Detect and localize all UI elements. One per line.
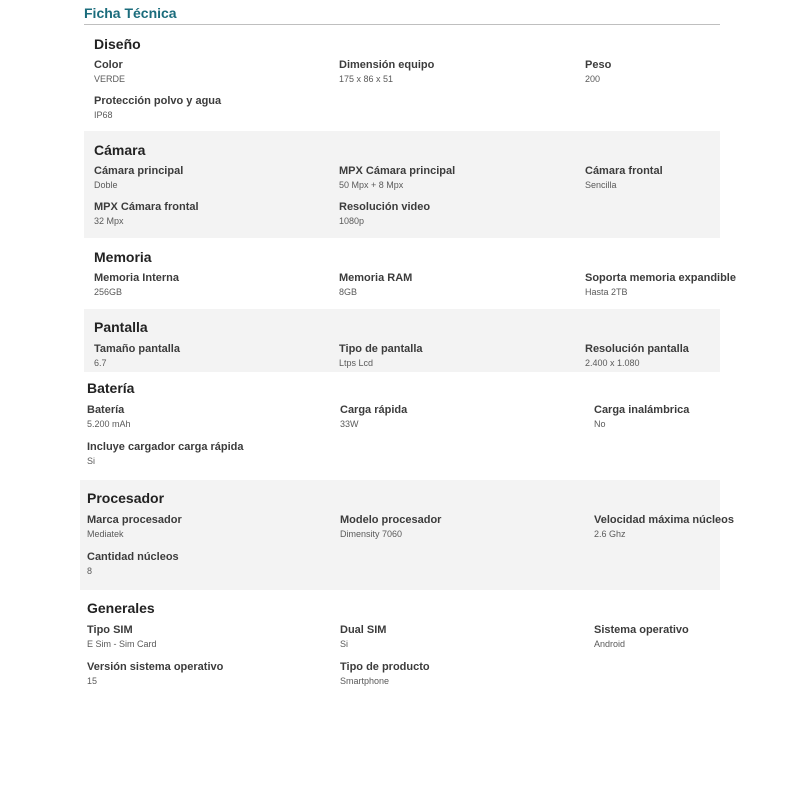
spec-value: 256GB [94, 287, 123, 297]
spec-value: 8GB [339, 287, 358, 297]
spec-value: VERDE [94, 74, 126, 84]
spec-field-proteccion [94, 94, 221, 121]
spec-value: 50 Mpx + 8 Mpx [339, 180, 404, 190]
spec-field-peso [585, 58, 611, 85]
spec-label: Resolución video [339, 201, 431, 213]
spec-value: 32 Mpx [94, 216, 124, 226]
spec-field-camara-principal [94, 164, 183, 191]
spec-field-tipo-producto [340, 660, 430, 687]
spec-field-memoria-ram [339, 271, 412, 298]
section-title: Procesador [87, 490, 165, 506]
spec-value: Sencilla [585, 180, 617, 190]
spec-value: Dimensity 7060 [340, 529, 403, 539]
spec-field-version-so [87, 660, 223, 687]
spec-value: Mediatek [87, 529, 124, 539]
spec-value: Si [87, 456, 96, 466]
section-bateria [80, 372, 720, 480]
spec-value: Hasta 2TB [585, 287, 628, 297]
spec-field-carga-inalambrica [594, 403, 689, 430]
spec-field-dual-sim [340, 623, 386, 650]
spec-label: MPX Cámara principal [339, 165, 456, 177]
spec-field-resolucion-video [339, 200, 430, 227]
spec-field-carga-rapida [340, 403, 407, 430]
spec-label: MPX Cámara frontal [94, 201, 199, 213]
section-title: Diseño [94, 36, 141, 52]
spec-field-cantidad-nucleos [87, 550, 179, 577]
spec-label: Carga rápida [340, 404, 408, 416]
spec-value: Si [340, 639, 349, 649]
section-title: Batería [87, 380, 135, 396]
spec-label: Modelo procesador [340, 514, 442, 526]
section-camara [84, 131, 720, 238]
section-diseno [84, 26, 720, 130]
spec-value: 1080p [339, 216, 365, 226]
spec-field-modelo-procesador [340, 513, 441, 540]
spec-label: Sistema operativo [594, 624, 689, 636]
spec-value: 200 [585, 74, 601, 84]
spec-field-color [94, 58, 125, 85]
section-pantalla [84, 309, 720, 372]
section-memoria [84, 238, 736, 309]
spec-value: 2.400 x 1.080 [585, 358, 640, 368]
spec-label: Color [94, 59, 123, 71]
spec-label: Tipo SIM [87, 624, 133, 636]
spec-field-sistema-operativo [594, 623, 689, 650]
spec-label: Incluye cargador carga rápida [87, 441, 244, 453]
spec-label: Resolución pantalla [585, 343, 689, 355]
spec-field-marca-procesador [87, 513, 182, 540]
spec-label: Memoria Interna [94, 272, 179, 284]
spec-value: No [594, 419, 606, 429]
section-generales [80, 590, 720, 700]
spec-label: Cámara frontal [585, 165, 663, 177]
spec-label: Memoria RAM [339, 272, 413, 284]
spec-value: E Sim - Sim Card [87, 639, 157, 649]
spec-value: 8 [87, 566, 93, 576]
spec-value: 2.6 Ghz [594, 529, 626, 539]
spec-label: Cantidad núcleos [87, 551, 179, 563]
spec-field-mpx-frontal [94, 200, 199, 227]
spec-label: Tamaño pantalla [94, 343, 180, 355]
spec-label: Carga inalámbrica [594, 404, 690, 416]
spec-value: 33W [340, 419, 359, 429]
spec-field-camara-frontal [585, 164, 663, 191]
section-title: Generales [87, 600, 155, 616]
spec-value: Smartphone [340, 676, 390, 686]
spec-value: Ltps Lcd [339, 358, 374, 368]
title-divider [84, 24, 720, 25]
spec-label: Marca procesador [87, 514, 182, 526]
section-title: Memoria [94, 249, 152, 265]
spec-field-mpx-principal [339, 164, 455, 191]
spec-field-memoria-interna [94, 271, 179, 298]
spec-value: 15 [87, 676, 98, 686]
spec-field-tipo-sim [87, 623, 157, 650]
spec-field-resolucion-pantalla [585, 342, 689, 369]
spec-field-bateria [87, 403, 131, 430]
spec-label: Versión sistema operativo [87, 661, 224, 673]
spec-value: Android [594, 639, 626, 649]
spec-label: Batería [87, 404, 125, 416]
section-procesador [80, 480, 735, 590]
section-title: Cámara [94, 142, 146, 158]
spec-field-tipo-pantalla [339, 342, 423, 369]
spec-label: Peso [585, 59, 612, 71]
spec-value: 6.7 [94, 358, 107, 368]
spec-label: Tipo de pantalla [339, 343, 423, 355]
spec-label: Velocidad máxima núcleos [594, 514, 735, 526]
spec-field-velocidad-nucleos [594, 513, 734, 540]
spec-value: IP68 [94, 110, 113, 120]
spec-value: 175 x 86 x 51 [339, 74, 394, 84]
spec-value: Doble [94, 180, 118, 190]
spec-label: Cámara principal [94, 165, 184, 177]
spec-label: Dimensión equipo [339, 59, 435, 71]
spec-field-tamano-pantalla [94, 342, 180, 369]
spec-label: Soporta memoria expandible [585, 272, 736, 284]
spec-field-dimension [339, 58, 434, 85]
spec-label: Protección polvo y agua [94, 95, 222, 107]
spec-label: Tipo de producto [340, 661, 430, 673]
section-title: Pantalla [94, 319, 148, 335]
spec-value: 5.200 mAh [87, 419, 131, 429]
page-title: Ficha Técnica [84, 5, 177, 21]
spec-label: Dual SIM [340, 624, 387, 636]
spec-field-memoria-expandible [585, 271, 736, 298]
spec-field-cargador [87, 440, 244, 467]
